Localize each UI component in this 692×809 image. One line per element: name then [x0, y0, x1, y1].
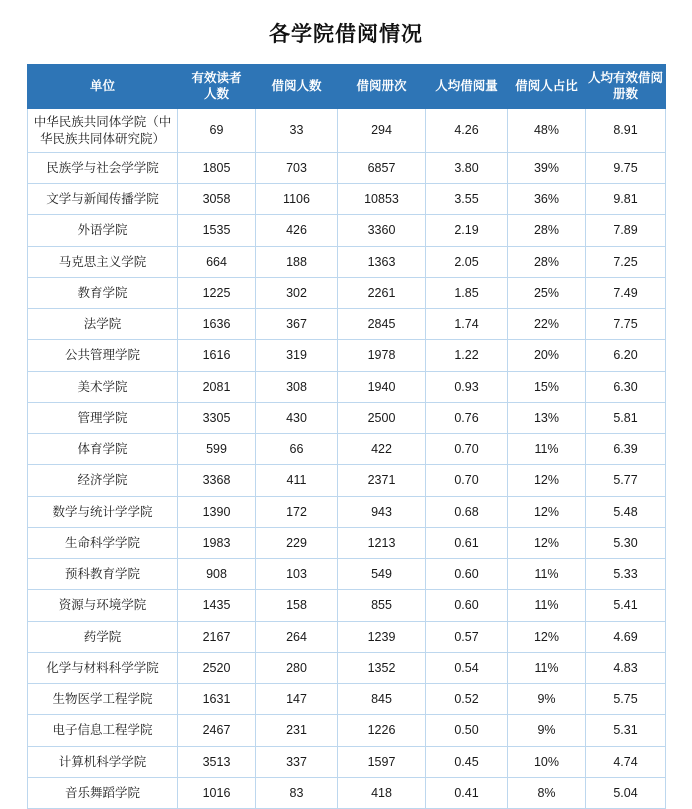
table-row — [28, 277, 666, 308]
cell-unit — [28, 184, 178, 215]
cell-unit-line: 经济学院 — [77, 473, 128, 488]
table-row — [28, 559, 666, 590]
cell-borrower-ratio: 13% — [508, 402, 586, 433]
cell-per-borrower: 9.75 — [586, 152, 666, 183]
column-header-unit-line-1: 单位 — [89, 78, 115, 93]
cell-volumes: 10853 — [338, 184, 426, 215]
cell-unit-line: 管理学院 — [77, 410, 128, 425]
column-header-volumes — [338, 65, 426, 109]
cell-borrowers: 703 — [256, 152, 338, 183]
table-row — [28, 715, 666, 746]
cell-unit-line: 体育学院 — [77, 442, 128, 456]
cell-borrowers: 158 — [256, 590, 338, 621]
cell-borrowers: 66 — [256, 434, 338, 465]
cell-per-capita: 1.85 — [426, 277, 508, 308]
column-header-volumes-line-1: 借阅册次 — [356, 78, 407, 93]
table-row — [28, 746, 666, 777]
table-row — [28, 152, 666, 183]
cell-borrower-ratio: 11% — [508, 652, 586, 683]
cell-per-capita: 2.05 — [426, 246, 508, 277]
cell-unit — [28, 559, 178, 590]
cell-volumes: 1239 — [338, 621, 426, 652]
cell-per-capita: 0.61 — [426, 527, 508, 558]
cell-readers: 1983 — [178, 527, 256, 558]
cell-per-capita: 0.45 — [426, 746, 508, 777]
cell-readers: 1225 — [178, 277, 256, 308]
cell-borrowers: 319 — [256, 340, 338, 371]
cell-per-capita: 4.26 — [426, 109, 508, 153]
cell-volumes: 1213 — [338, 527, 426, 558]
cell-unit-line: 马克思主义学院 — [58, 254, 147, 269]
table-row — [28, 434, 666, 465]
cell-volumes: 2500 — [338, 402, 426, 433]
table-row — [28, 652, 666, 683]
table-row — [28, 496, 666, 527]
cell-unit — [28, 152, 178, 183]
cell-borrower-ratio: 28% — [508, 215, 586, 246]
cell-volumes: 422 — [338, 434, 426, 465]
cell-per-borrower: 6.39 — [586, 434, 666, 465]
cell-unit-line: 教育学院 — [77, 285, 128, 300]
cell-per-borrower: 7.25 — [586, 246, 666, 277]
cell-borrowers: 411 — [256, 465, 338, 496]
cell-borrowers: 229 — [256, 527, 338, 558]
cell-unit-line: 生物医学工程学院 — [52, 692, 153, 706]
cell-unit-line: 生命科学学院 — [64, 535, 140, 550]
cell-per-borrower: 7.49 — [586, 277, 666, 308]
cell-borrowers: 264 — [256, 621, 338, 652]
cell-readers: 1631 — [178, 684, 256, 715]
cell-borrowers: 172 — [256, 496, 338, 527]
cell-unit-line: 法学院 — [83, 317, 122, 331]
cell-unit-line: 美术学院 — [77, 379, 128, 394]
cell-borrower-ratio: 36% — [508, 184, 586, 215]
cell-readers: 2081 — [178, 371, 256, 402]
cell-per-capita: 0.57 — [426, 621, 508, 652]
cell-unit — [28, 496, 178, 527]
cell-per-capita: 0.70 — [426, 434, 508, 465]
cell-borrower-ratio: 11% — [508, 590, 586, 621]
cell-per-borrower: 4.74 — [586, 746, 666, 777]
cell-per-capita: 3.55 — [426, 184, 508, 215]
cell-per-capita: 1.74 — [426, 309, 508, 340]
cell-unit-line: 公共管理学院 — [64, 348, 140, 363]
cell-per-capita: 3.80 — [426, 152, 508, 183]
cell-volumes: 3360 — [338, 215, 426, 246]
page-title: 各学院借阅情况 — [269, 23, 423, 46]
cell-volumes: 2845 — [338, 309, 426, 340]
table-row — [28, 309, 666, 340]
cell-unit — [28, 402, 178, 433]
cell-unit-line: 中华民族共同体学院（中 — [33, 115, 172, 130]
cell-per-capita: 0.41 — [426, 777, 508, 808]
table-row — [28, 465, 666, 496]
cell-borrowers: 367 — [256, 309, 338, 340]
cell-volumes: 943 — [338, 496, 426, 527]
cell-unit — [28, 371, 178, 402]
table-row — [28, 777, 666, 808]
cell-borrowers: 302 — [256, 277, 338, 308]
cell-unit — [28, 715, 178, 746]
cell-volumes: 294 — [338, 109, 426, 153]
cell-per-borrower: 4.83 — [586, 652, 666, 683]
table-row — [28, 109, 666, 153]
column-header-per-capita-line-1: 人均借阅量 — [435, 78, 498, 93]
cell-volumes: 6857 — [338, 152, 426, 183]
cell-readers: 2520 — [178, 652, 256, 683]
cell-volumes: 1940 — [338, 371, 426, 402]
cell-borrowers: 337 — [256, 746, 338, 777]
cell-unit-line: 数学与统计学学院 — [52, 504, 153, 519]
cell-borrower-ratio: 28% — [508, 246, 586, 277]
cell-unit-line: 药学院 — [83, 629, 122, 644]
table-row — [28, 590, 666, 621]
cell-unit — [28, 684, 178, 715]
cell-per-borrower: 5.41 — [586, 590, 666, 621]
cell-unit — [28, 246, 178, 277]
cell-borrowers: 231 — [256, 715, 338, 746]
cell-unit — [28, 465, 178, 496]
cell-unit — [28, 434, 178, 465]
cell-per-capita: 1.22 — [426, 340, 508, 371]
cell-borrowers: 147 — [256, 684, 338, 715]
cell-volumes: 1352 — [338, 652, 426, 683]
cell-per-borrower: 4.69 — [586, 621, 666, 652]
borrowing-stats-table-wrapper — [27, 64, 665, 809]
cell-unit-line: 计算机科学学院 — [58, 754, 147, 769]
cell-per-borrower: 6.30 — [586, 371, 666, 402]
table-row — [28, 215, 666, 246]
table-header — [28, 65, 666, 109]
cell-unit — [28, 621, 178, 652]
cell-per-borrower: 7.75 — [586, 309, 666, 340]
cell-borrower-ratio: 10% — [508, 746, 586, 777]
cell-per-borrower: 8.91 — [586, 109, 666, 153]
cell-unit — [28, 527, 178, 558]
cell-borrower-ratio: 15% — [508, 371, 586, 402]
cell-per-borrower: 5.04 — [586, 777, 666, 808]
cell-per-capita: 2.19 — [426, 215, 508, 246]
cell-readers: 2467 — [178, 715, 256, 746]
cell-readers: 1435 — [178, 590, 256, 621]
cell-borrowers: 83 — [256, 777, 338, 808]
cell-readers: 1390 — [178, 496, 256, 527]
cell-readers: 1805 — [178, 152, 256, 183]
cell-volumes: 2261 — [338, 277, 426, 308]
column-header-per-borrower-line-1: 人均有效借阅 — [588, 71, 664, 85]
table-row — [28, 246, 666, 277]
cell-borrower-ratio: 9% — [508, 684, 586, 715]
column-header-per-capita — [426, 65, 508, 109]
cell-readers: 3058 — [178, 184, 256, 215]
cell-volumes: 418 — [338, 777, 426, 808]
cell-per-capita: 0.50 — [426, 715, 508, 746]
cell-unit — [28, 215, 178, 246]
cell-unit — [28, 652, 178, 683]
column-header-borrower-ratio — [508, 65, 586, 109]
cell-per-capita: 0.68 — [426, 496, 508, 527]
column-header-readers-line-2: 人数 — [203, 86, 229, 101]
cell-borrowers: 1106 — [256, 184, 338, 215]
cell-readers: 908 — [178, 559, 256, 590]
cell-unit — [28, 109, 178, 153]
column-header-borrowers — [256, 65, 338, 109]
cell-unit — [28, 777, 178, 808]
cell-volumes: 845 — [338, 684, 426, 715]
borrowing-stats-table — [27, 64, 666, 809]
cell-readers: 69 — [178, 109, 256, 153]
cell-per-borrower: 5.75 — [586, 684, 666, 715]
cell-per-capita: 0.70 — [426, 465, 508, 496]
cell-per-borrower: 7.89 — [586, 215, 666, 246]
cell-borrower-ratio: 11% — [508, 434, 586, 465]
cell-volumes: 2371 — [338, 465, 426, 496]
cell-volumes: 855 — [338, 590, 426, 621]
table-row — [28, 621, 666, 652]
cell-readers: 1616 — [178, 340, 256, 371]
cell-borrower-ratio: 25% — [508, 277, 586, 308]
table-row — [28, 184, 666, 215]
cell-borrower-ratio: 12% — [508, 621, 586, 652]
cell-unit-line: 文学与新闻传播学院 — [46, 192, 159, 206]
cell-readers: 3305 — [178, 402, 256, 433]
cell-borrowers: 103 — [256, 559, 338, 590]
cell-borrower-ratio: 8% — [508, 777, 586, 808]
cell-unit — [28, 340, 178, 371]
table-header-row — [28, 65, 666, 109]
cell-per-borrower: 5.33 — [586, 559, 666, 590]
cell-borrower-ratio: 12% — [508, 527, 586, 558]
cell-unit-line: 资源与环境学院 — [58, 598, 147, 613]
cell-unit — [28, 590, 178, 621]
cell-per-capita: 0.93 — [426, 371, 508, 402]
table-row — [28, 402, 666, 433]
table-row — [28, 684, 666, 715]
cell-per-capita: 0.60 — [426, 590, 508, 621]
cell-readers: 1636 — [178, 309, 256, 340]
cell-borrower-ratio: 22% — [508, 309, 586, 340]
cell-borrowers: 430 — [256, 402, 338, 433]
cell-per-capita: 0.54 — [426, 652, 508, 683]
cell-unit-line: 预科教育学院 — [64, 567, 140, 581]
cell-volumes: 1978 — [338, 340, 426, 371]
cell-unit-line: 华民族共同体研究院） — [39, 131, 165, 146]
cell-readers: 3368 — [178, 465, 256, 496]
column-header-readers-line-1: 有效读者 — [191, 71, 242, 85]
cell-per-borrower: 5.31 — [586, 715, 666, 746]
cell-unit-line: 音乐舞蹈学院 — [64, 785, 140, 800]
table-row — [28, 527, 666, 558]
cell-volumes: 1226 — [338, 715, 426, 746]
cell-borrowers: 33 — [256, 109, 338, 153]
column-header-borrower-ratio-line-1: 借阅人占比 — [515, 78, 578, 93]
cell-unit-line: 外语学院 — [77, 223, 128, 238]
cell-per-borrower: 5.77 — [586, 465, 666, 496]
column-header-unit — [28, 65, 178, 109]
column-header-borrowers-line-1: 借阅人数 — [271, 78, 322, 93]
cell-unit — [28, 746, 178, 777]
cell-per-capita: 0.52 — [426, 684, 508, 715]
cell-borrower-ratio: 11% — [508, 559, 586, 590]
cell-borrower-ratio: 9% — [508, 715, 586, 746]
cell-per-borrower: 9.81 — [586, 184, 666, 215]
column-header-per-borrower — [586, 65, 666, 109]
cell-per-borrower: 5.81 — [586, 402, 666, 433]
cell-unit-line: 电子信息工程学院 — [52, 723, 153, 738]
cell-readers: 1535 — [178, 215, 256, 246]
cell-readers: 599 — [178, 434, 256, 465]
cell-borrowers: 280 — [256, 652, 338, 683]
cell-borrowers: 308 — [256, 371, 338, 402]
cell-borrower-ratio: 20% — [508, 340, 586, 371]
cell-readers: 2167 — [178, 621, 256, 652]
cell-readers: 1016 — [178, 777, 256, 808]
cell-per-borrower: 5.30 — [586, 527, 666, 558]
cell-unit-line: 化学与材料科学学院 — [46, 660, 159, 675]
table-row — [28, 371, 666, 402]
cell-per-capita: 0.60 — [426, 559, 508, 590]
cell-borrowers: 188 — [256, 246, 338, 277]
cell-unit — [28, 277, 178, 308]
cell-unit-line: 民族学与社会学学院 — [46, 160, 159, 175]
cell-volumes: 1363 — [338, 246, 426, 277]
table-row — [28, 340, 666, 371]
cell-borrower-ratio: 12% — [508, 465, 586, 496]
cell-borrower-ratio: 12% — [508, 496, 586, 527]
cell-volumes: 549 — [338, 559, 426, 590]
cell-unit — [28, 309, 178, 340]
column-header-per-borrower-line-2: 册数 — [612, 86, 638, 101]
cell-readers: 664 — [178, 246, 256, 277]
cell-borrower-ratio: 48% — [508, 109, 586, 153]
cell-borrower-ratio: 39% — [508, 152, 586, 183]
cell-per-borrower: 6.20 — [586, 340, 666, 371]
column-header-readers — [178, 65, 256, 109]
cell-readers: 3513 — [178, 746, 256, 777]
cell-volumes: 1597 — [338, 746, 426, 777]
cell-per-capita: 0.76 — [426, 402, 508, 433]
cell-borrowers: 426 — [256, 215, 338, 246]
table-body — [28, 109, 666, 809]
cell-per-borrower: 5.48 — [586, 496, 666, 527]
